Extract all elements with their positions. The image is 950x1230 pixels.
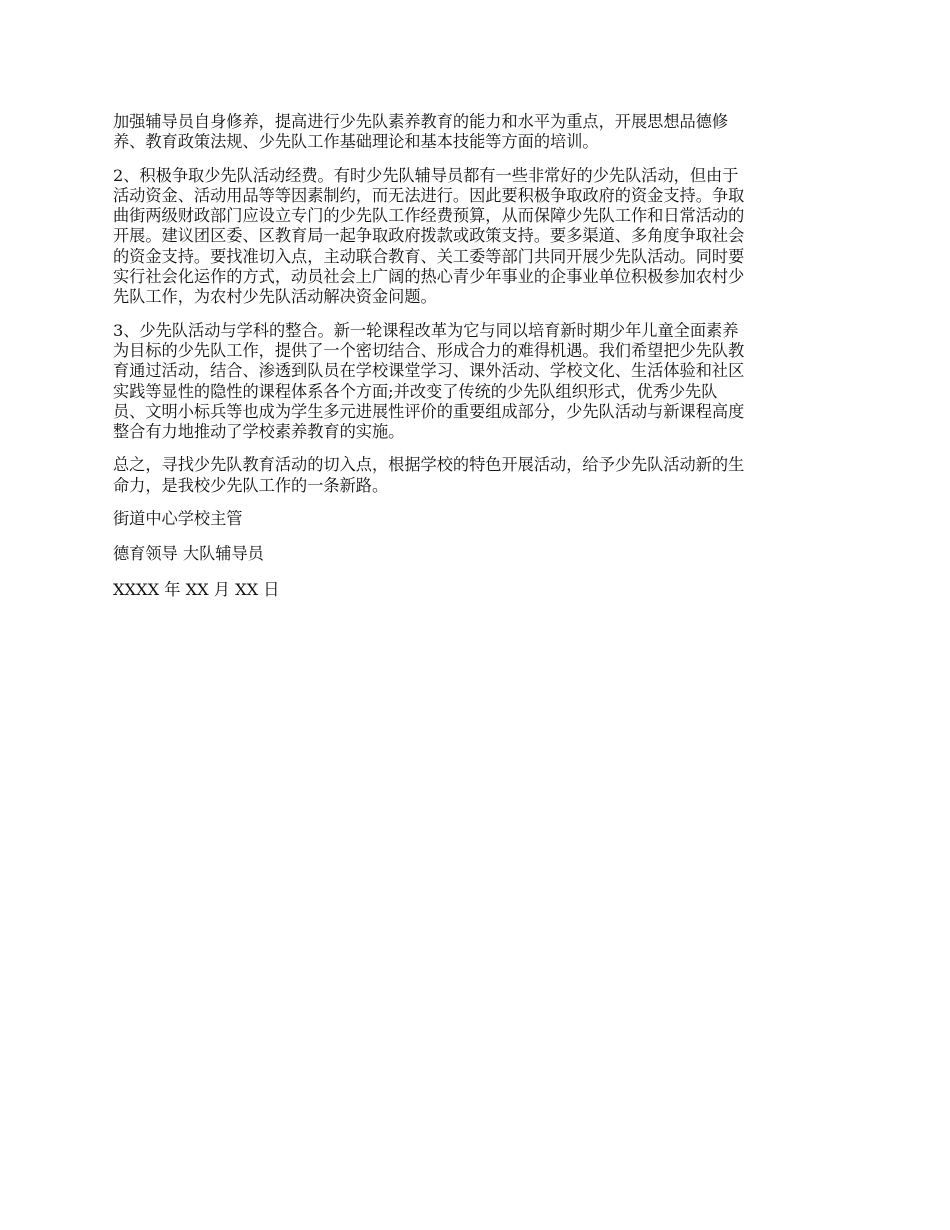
text-line: 养、教育政策法规、少先队工作基础理论和基本技能等方面的培训。 (113, 132, 599, 152)
document-page (113, 112, 843, 615)
text-line: 为目标的少先队工作，提供了一个密切结合、形成合力的难得机遇。我们希望把少先队教 (113, 340, 745, 360)
text-line: 加强辅导员自身修养，提高进行少先队素养教育的能力和水平为重点，开展思想品德修 (113, 112, 729, 131)
text-line: 员、文明小标兵等也成为学生多元进展性评价的重要组成部分，少先队活动与新课程高度 (113, 401, 745, 421)
text-line: 2、积极争取少先队活动经费。有时少先队辅导员都有一些非常好的少先队活动，但由于 (113, 165, 739, 185)
text-line: 实践等显性的隐性的课程体系各个方面;并改变了传统的少先队组织形式，优秀少先队 (113, 381, 718, 401)
text-line: 总之，寻找少先队教育活动的切入点，根据学校的特色开展活动，给予少先队活动新的生 (113, 455, 745, 475)
text-line: 曲街两级财政部门应设立专门的少先队工作经费预算，从而保障少先队工作和日常活动的 (113, 206, 745, 226)
text-line: 开展。建议团区委、区教育局一起争取政府拨款或政策支持。要多渠道、多角度争取社会 (113, 226, 745, 246)
paragraph-integration (113, 321, 843, 443)
text-line: 3、少先队活动与学科的整合。新一轮课程改革为它与同以培育新时期少年儿童全面素养 (113, 320, 739, 340)
text-line: 整合有力地推动了学校素养教育的实施。 (113, 422, 405, 442)
text-line: 实行社会化运作的方式，动员社会上广阔的热心青少年事业的企事业单位积极参加农村少 (113, 267, 745, 287)
paragraph-training (113, 112, 843, 153)
text-line: 活动资金、活动用品等等因素制约，而无法进行。因此要积极争取政府的资金支持。争取 (113, 185, 745, 205)
signoff-organization: 街道中心学校主管 (113, 509, 243, 529)
text-line: 育通过活动，结合、渗透到队员在学校课堂学习、课外活动、学校文化、生活体验和社区 (113, 361, 745, 381)
signoff-role: 德育领导 大队辅导员 (113, 544, 264, 564)
paragraph-conclusion (113, 455, 843, 496)
text-line: 命力，是我校少先队工作的一条新路。 (113, 475, 389, 495)
signoff-date: XXXX 年 XX 月 XX 日 (113, 579, 280, 599)
text-line: 的资金支持。要找准切入点，主动联合教育、关工委等部门共同开展少先队活动。同时要 (113, 246, 745, 266)
paragraph-funding (113, 166, 843, 308)
text-line: 先队工作，为农村少先队活动解决资金问题。 (113, 287, 437, 307)
